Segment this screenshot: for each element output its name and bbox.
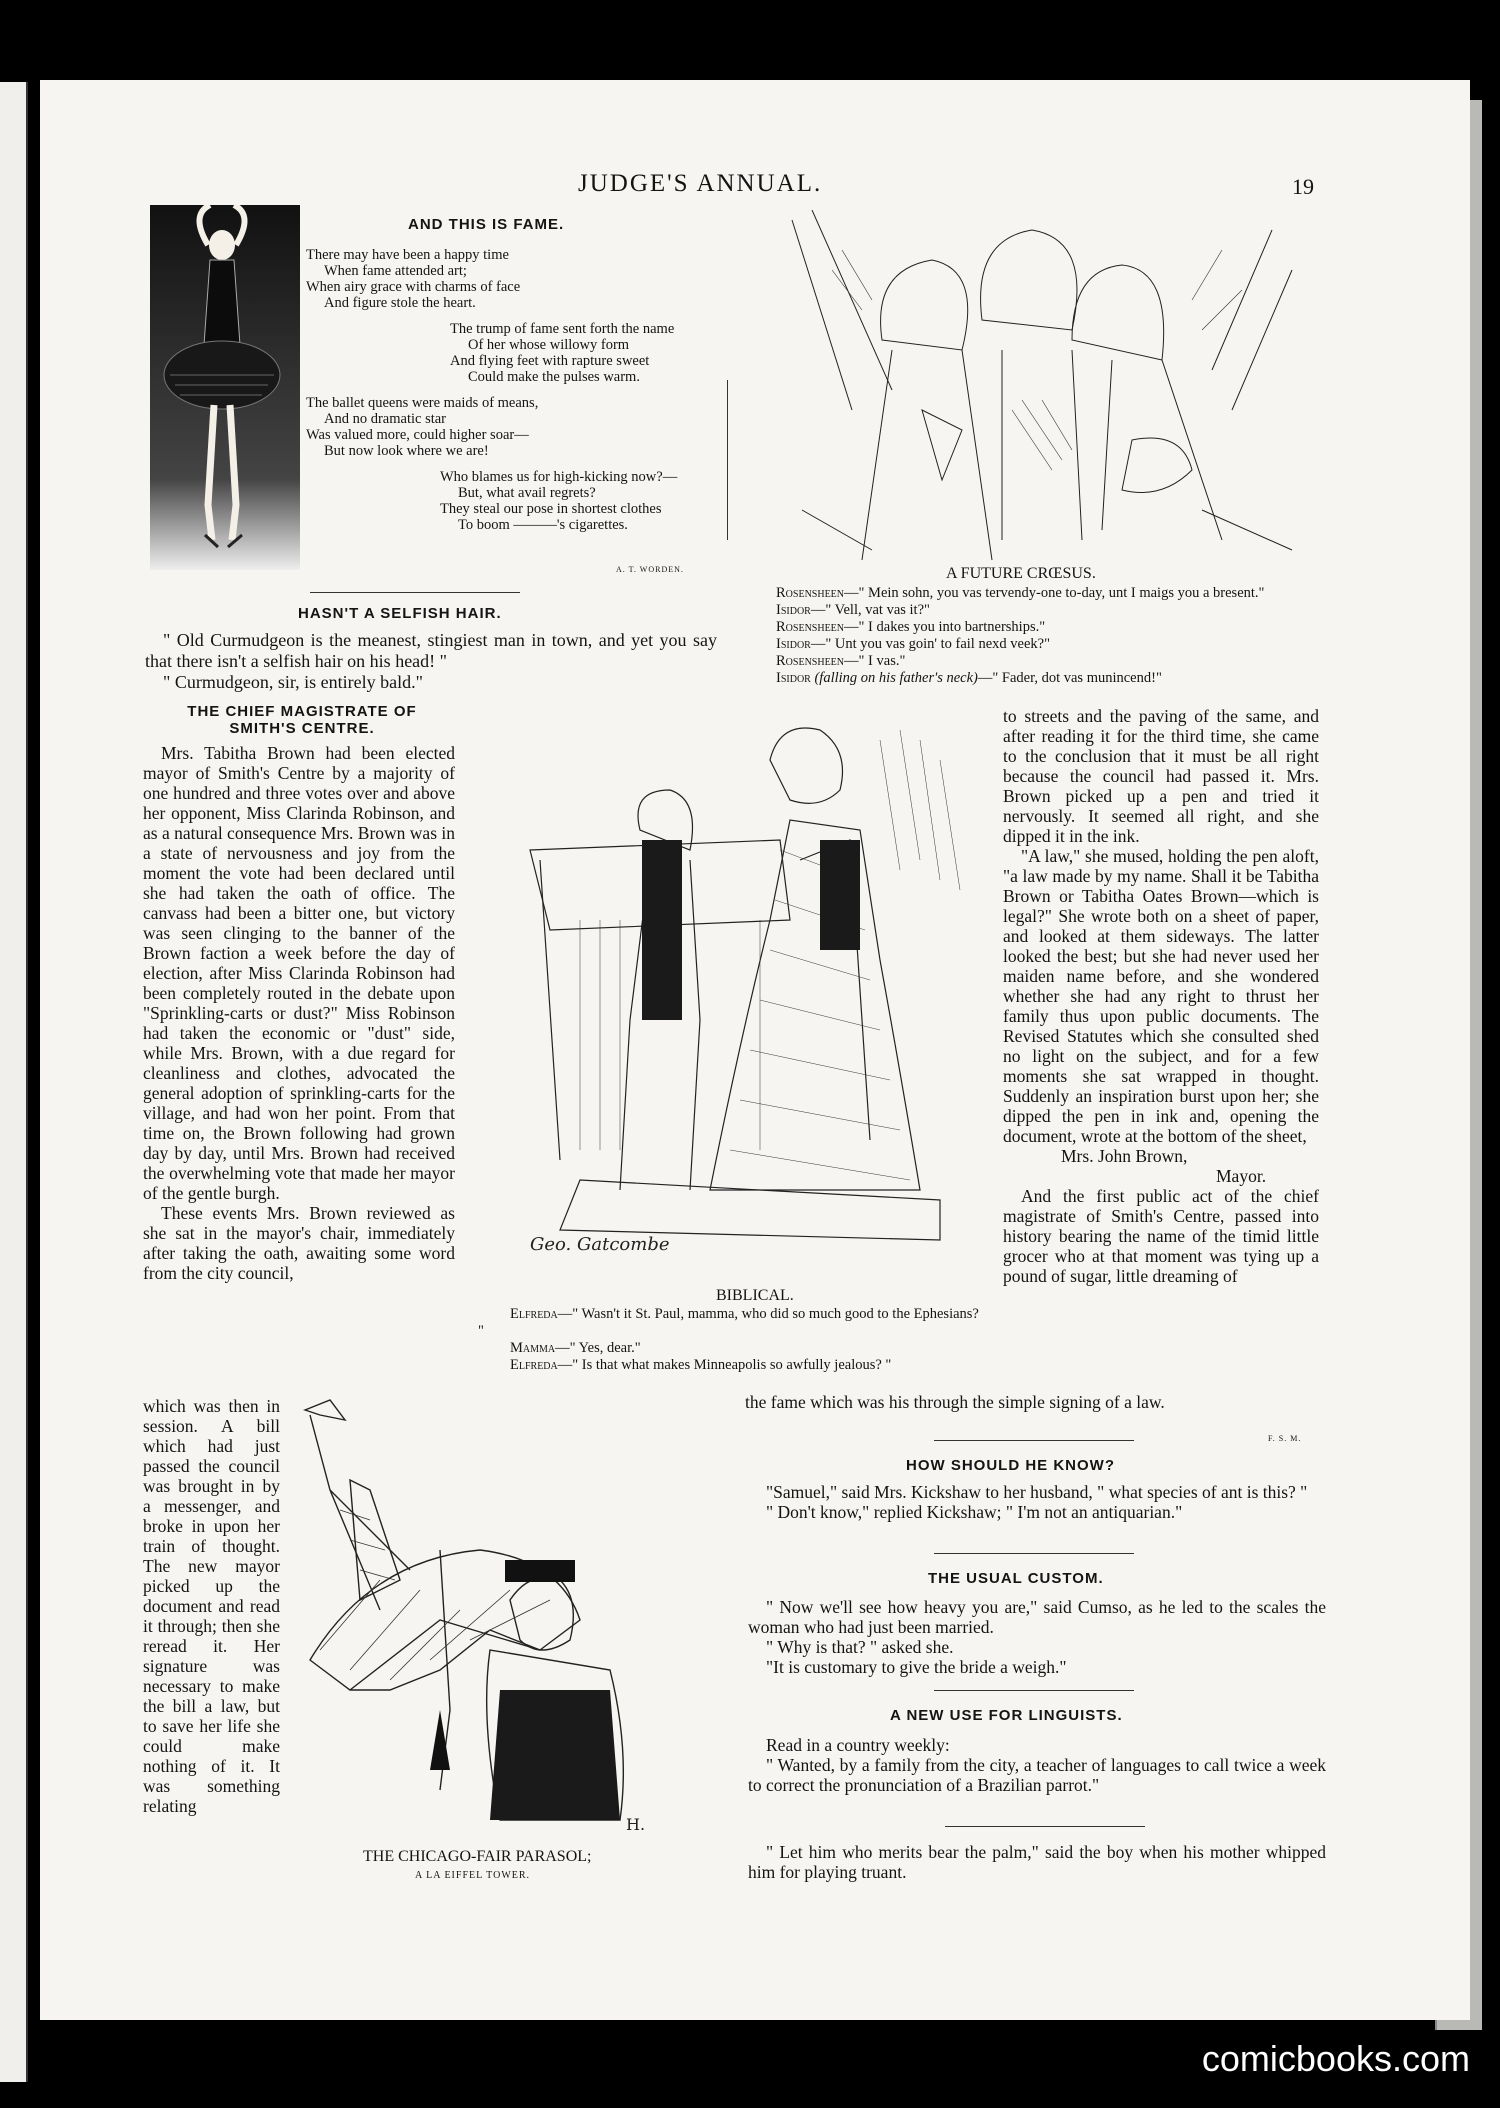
speaker: Elfreda— (510, 1357, 573, 1373)
custom-story (748, 1597, 1326, 1677)
speaker: Mamma— (510, 1340, 570, 1356)
poem-line: But now look where we are! (324, 443, 489, 459)
parasol-caption: THE CHICAGO-FAIR PARASOL; (363, 1848, 592, 1865)
column-rule (727, 380, 728, 540)
chicago-fair-parasol-illustration (290, 1390, 670, 1850)
paragraph: " Why is that? " asked she. (766, 1637, 954, 1657)
magistrate-title (152, 703, 452, 737)
paragraph: " Don't know," replied Kickshaw; " I'm not an antiquarian." (766, 1502, 1183, 1522)
speaker: Isidor— (776, 636, 826, 652)
poem-line: When fame attended art; (324, 263, 467, 279)
know-story (748, 1482, 1326, 1522)
poem-line: But, what avail regrets? (458, 485, 596, 501)
magistrate-closing-line: the fame which was his through the simple signing of a law. (745, 1392, 1165, 1412)
ballerina-illustration (150, 205, 300, 570)
paragraph: " Wanted, by a family from the city, a teacher of languages to call twice a week to correct the pronunciation of a Brazilian parrot." (748, 1755, 1326, 1795)
poem-line: They steal our pose in shortest clothes (440, 501, 662, 517)
custom-title: THE USUAL CUSTOM. (928, 1570, 1104, 1587)
biblical-illustration (520, 720, 980, 1280)
title-line: THE CHIEF MAGISTRATE OF (187, 703, 417, 720)
speaker: Isidor— (776, 602, 826, 618)
dialogue-line: " Mein sohn, you vas tervendy-one to-day, unt I maigs you a bresent." (858, 585, 1265, 601)
poem-line: Of her whose willowy form (468, 337, 630, 353)
dialogue-line: " I vas." (858, 653, 906, 669)
paragraph: These events Mrs. Brown reviewed as she sat in the mayor's chair, immediately after taking the oath, awaiting some word from the city council, (143, 1203, 455, 1283)
paragraph: " Curmudgeon, sir, is entirely bald." (163, 672, 423, 692)
illustrator-signature: Geo. Gatcombe (530, 1234, 670, 1255)
divider-rule (934, 1690, 1134, 1691)
fame-poem (306, 247, 726, 533)
dialogue-line: " Is that what makes Minneapolis so awfully jealous? " (572, 1357, 892, 1373)
dialogue-line: " I dakes you into bartnerships." (858, 619, 1046, 635)
paragraph: "A law," she mused, holding the pen aloft, "a law made by my name. Shall it be Tabitha Brown or Tabitha Oates Brown—which is legal?" She wrote both on a sheet of paper, and looked at them sideways. The latter looked the best; but she had never used her maiden name before, and she wondered whether she had any right to thrust her family thus upon public documents. The Revised Statutes which she consulted shed no light on the subject, and for a few moments she sat wrapped in thought. Suddenly an inspiration burst upon her; she dipped the pen in ink and, opening the document, wrote at the bottom of the sheet, (1003, 846, 1319, 1146)
paragraph: " Old Curmudgeon is the meanest, stingiest man in town, and yet you say that there isn't a selfish hair on his head! " (145, 630, 717, 671)
dialogue-line: " Unt you vas goin' to fail nexd veek?" (825, 636, 1050, 652)
poem-line: The ballet queens were maids of means, (306, 395, 539, 411)
watermark: comicbooks.com (1201, 2038, 1470, 2079)
speaker: Rosensheen— (776, 585, 859, 601)
dialogue-line: —" Fader, dot vas munincend!" (977, 670, 1162, 686)
paragraph: " Now we'll see how heavy you are," said Cumso, as he led to the scales the woman who had just been married. (748, 1597, 1326, 1637)
page-number: 19 (1292, 174, 1314, 199)
biblical-caption: BIBLICAL. (716, 1287, 794, 1304)
dialogue-line: " Yes, dear." (569, 1340, 641, 1356)
paragraph: Read in a country weekly: (766, 1735, 950, 1755)
running-head: JUDGE'S ANNUAL. (578, 170, 823, 197)
title-line: SMITH'S CENTRE. (229, 720, 375, 737)
poem-line: Could make the pulses warm. (468, 369, 640, 385)
divider-rule (934, 1440, 1134, 1441)
signature-line: Mayor. (1216, 1166, 1267, 1186)
parasol-subcaption: A LA EIFFEL TOWER. (415, 1870, 531, 1881)
dialogue-line: " Vell, vat vas it?" (825, 602, 930, 618)
speaker: Elfreda— (510, 1306, 573, 1322)
poem-line: The trump of fame sent forth the name (450, 321, 675, 337)
paragraph: And the first public act of the chief magistrate of Smith's Centre, passed into history bearing the name of the timid little grocer who at that moment was tying up a pound of sugar, little dreaming of (1003, 1186, 1319, 1286)
selfish-title: HASN'T A SELFISH HAIR. (298, 605, 502, 622)
magistrate-column-3 (1003, 706, 1319, 1286)
stage-direction: (falling on his father's neck) (814, 670, 978, 686)
poem-line: When airy grace with charms of face (306, 279, 521, 295)
biblical-dialogue (478, 1306, 988, 1374)
divider-rule (934, 1553, 1134, 1554)
linguists-story (748, 1735, 1326, 1795)
poem-line: Was valued more, could higher soar— (306, 427, 529, 443)
linguists-title: A NEW USE FOR LINGUISTS. (890, 1707, 1123, 1724)
magistrate-column-narrow (143, 1396, 280, 1816)
dialogue-line: " Wasn't it St. Paul, mamma, who did so much good to the Ephesians? " (478, 1306, 979, 1339)
signature-line: Mrs. John Brown, (1061, 1146, 1188, 1166)
paragraph: "Samuel," said Mrs. Kickshaw to her husband, " what species of ant is this? " (766, 1482, 1308, 1502)
poem-line: And flying feet with rapture sweet (450, 353, 650, 369)
croesus-caption: A FUTURE CRŒSUS. (946, 565, 1096, 582)
fame-author: A. T. WORDEN. (616, 565, 684, 574)
speaker: Isidor (776, 670, 811, 686)
poem-line: Who blames us for high-kicking now?— (440, 469, 678, 485)
divider-rule (945, 1826, 1145, 1827)
paragraph: "It is customary to give the bride a weigh." (766, 1657, 1067, 1677)
speaker: Rosensheen— (776, 653, 859, 669)
poem-line: And figure stole the heart. (324, 295, 476, 311)
fame-title: AND THIS IS FAME. (408, 216, 565, 233)
future-croesus-illustration (772, 210, 1312, 565)
paragraph: Mrs. Tabitha Brown had been elected mayor of Smith's Centre by a majority of one hundred and three votes over and above her opponent, Miss Clarinda Robinson, and as a natural consequence Mrs. Brown was in a state of nervousness and joy from the moment the vote had been declared until she had taken the oath of office. The canvass had been a bitter one, but victory was seen clinging to the banner of the Brown faction a week before the day of election, after Miss Clarinda Robinson had been completely routed in the debate upon "Sprinkling-carts or dust?" Miss Robinson had taken the economic or "dust" side, while Mrs. Brown, with a due regard for cleanliness and clothes, advocated the general adoption of sprinkling-carts for the village, and had won her point. From that time on, the Brown following had grown day by day, until Mrs. Brown had received the overwhelming vote that made her mayor of the gentle burgh. (143, 743, 455, 1203)
speaker: Rosensheen— (776, 619, 859, 635)
know-title: HOW SHOULD HE KNOW? (906, 1457, 1115, 1474)
paragraph: which was then in session. A bill which had just passed the council was brought in by a messenger, and broke in upon her train of thought. The new mayor picked up the document and read it through; then she reread it. Her signature was necessary to make the bill a law, but to save her life she could make nothing of it. It was something relating (143, 1396, 280, 1816)
paragraph: to streets and the paving of the same, and after reading it for the third time, she came to the conclusion that it must be all right because the council had passed it. Mrs. Brown picked up a pen and tried it nervously. It seemed all right, and she dipped it in the ink. (1003, 706, 1319, 846)
poem-line: There may have been a happy time (306, 247, 509, 263)
palm-story (748, 1842, 1326, 1882)
magistrate-initials: F. S. M. (1268, 1434, 1302, 1443)
illustrator-signature: H. (626, 1815, 646, 1834)
poem-line: And no dramatic star (324, 411, 447, 427)
selfish-story (145, 630, 717, 693)
magistrate-column-1 (143, 743, 455, 1283)
croesus-dialogue (740, 585, 1325, 687)
previous-page-edge (0, 82, 28, 2082)
divider-rule (310, 592, 520, 593)
paragraph: " Let him who merits bear the palm," said the boy when his mother whipped him for playing truant. (748, 1842, 1326, 1882)
poem-line: To boom ———'s cigarettes. (458, 517, 628, 533)
